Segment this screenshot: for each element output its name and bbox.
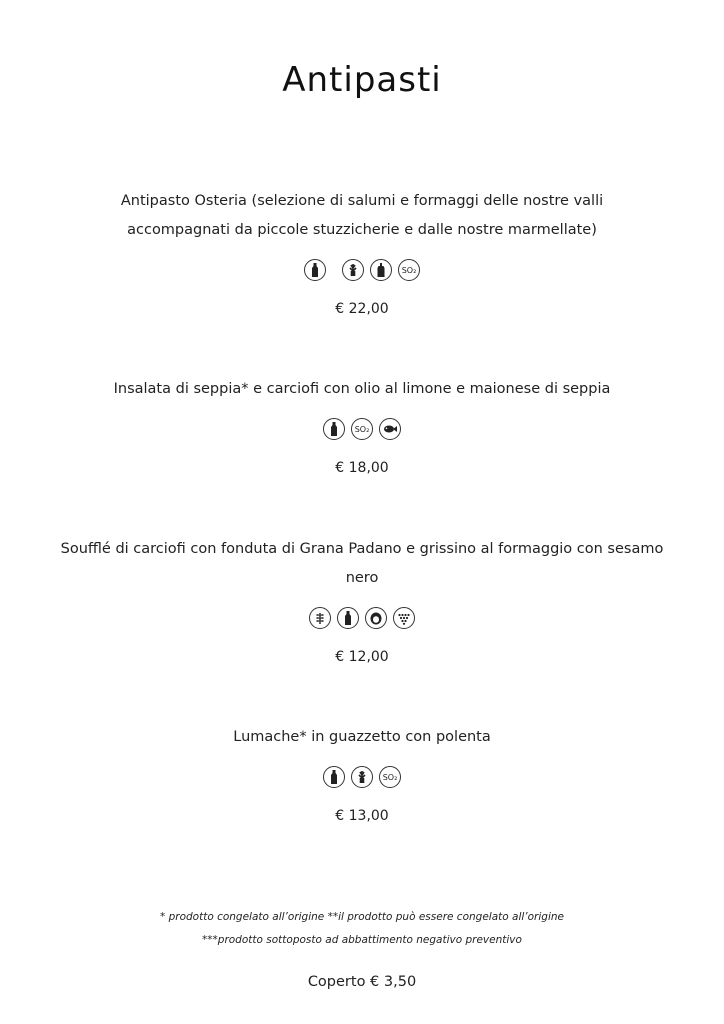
allergen-icons [0, 259, 724, 285]
dish-price: € 18,00 [335, 460, 389, 476]
dish-name: Antipasto Osteria (selezione di salumi e formaggi delle nostre valli accompagnati da piccole stuzzicherie e dalle nostre marmellate) [120, 193, 604, 238]
dish-name: Insalata di seppia* e carciofi con olio al limone e maionese di seppia [113, 381, 611, 397]
celery-icon [342, 259, 364, 281]
dish-price: € 12,00 [335, 649, 389, 665]
celery-icon [351, 766, 373, 788]
sesame-icon [393, 607, 415, 629]
allergen-icons [0, 766, 724, 792]
allergen-icons [0, 418, 724, 444]
dish-name: Lumache* in guazzetto con polenta [233, 729, 491, 745]
sulphites-icon: SO₂ [379, 766, 401, 788]
page-title: Antipasti [282, 60, 442, 100]
milk-icon [337, 607, 359, 629]
footnote-line: * prodotto congelato all’origine **il prodotto può essere congelato all’origine [160, 911, 564, 923]
milk-icon [323, 418, 345, 440]
sulphites-icon: SO₂ [351, 418, 373, 440]
gluten-icon [309, 607, 331, 629]
dish-price: € 22,00 [335, 301, 389, 317]
cover-charge: Coperto € 3,50 [307, 974, 417, 990]
menu-item [0, 375, 724, 476]
menu-item [0, 723, 724, 824]
milk-icon [323, 766, 345, 788]
footnote-line: ***prodotto sottoposto ad abbattimento negativo preventivo [202, 934, 522, 946]
fish-icon [379, 418, 401, 440]
footnotes [0, 906, 724, 952]
mustard-icon [370, 259, 392, 281]
menu-item [0, 535, 724, 665]
sulphites-icon: SO₂ [398, 259, 420, 281]
egg-icon [365, 607, 387, 629]
milk-icon [304, 259, 326, 281]
menu-item [0, 187, 724, 317]
allergen-icons [0, 607, 724, 633]
dish-price: € 13,00 [335, 808, 389, 824]
dish-name: Soufflé di carciofi con fonduta di Grana Padano e grissino al formaggio con sesamo nero [60, 541, 664, 586]
